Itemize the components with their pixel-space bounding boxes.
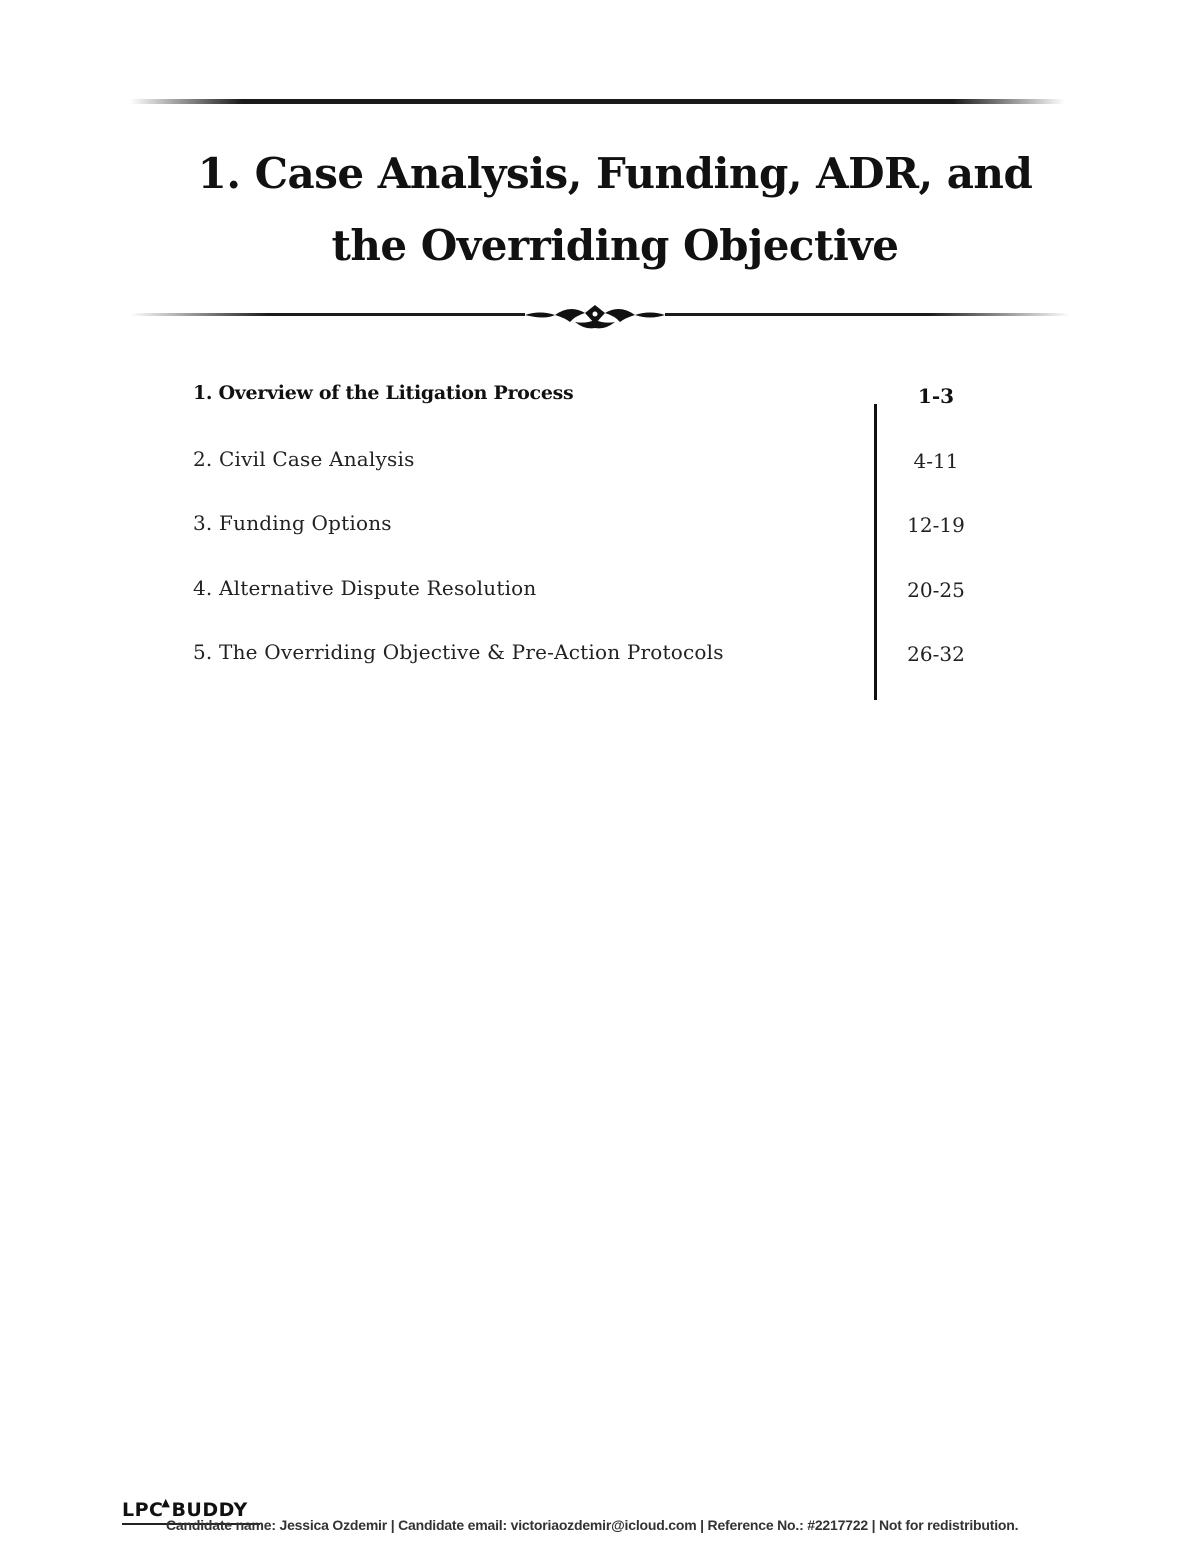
toc-page-civil-case-analysis: 4-11 bbox=[913, 449, 959, 473]
toc-item-overview[interactable]: 1. Overview of the Litigation Process bbox=[193, 382, 574, 404]
toc-item-funding-options[interactable]: 3. Funding Options bbox=[193, 511, 392, 535]
logo-text-left: LPC bbox=[122, 1499, 164, 1521]
graduation-cap-icon: ▲ bbox=[161, 1496, 171, 1509]
toc-page-adr: 20-25 bbox=[907, 578, 965, 602]
toc-item-civil-case-analysis[interactable]: 2. Civil Case Analysis bbox=[193, 447, 415, 471]
candidate-watermark: Candidate name: Jessica Ozdemir | Candidate email: victoriaozdemir@icloud.com | Reference No.: #2217722 | Not for redistribution. bbox=[166, 1517, 1019, 1533]
toc-page-overview: 1-3 bbox=[917, 384, 955, 408]
chapter-title-line-1: 1. Case Analysis, Funding, ADR, and bbox=[197, 149, 1033, 198]
toc-page-overriding-objective: 26-32 bbox=[907, 642, 965, 666]
toc-page-funding-options: 12-19 bbox=[907, 513, 965, 537]
page-footer bbox=[120, 1495, 1100, 1545]
chapter-title-line-2: the Overriding Objective bbox=[331, 221, 899, 270]
toc-item-overriding-objective[interactable]: 5. The Overriding Objective & Pre-Action Protocols bbox=[193, 640, 724, 664]
table-of-contents bbox=[0, 0, 1200, 720]
toc-vertical-divider bbox=[874, 404, 877, 700]
toc-item-adr[interactable]: 4. Alternative Dispute Resolution bbox=[193, 576, 537, 600]
logo-text-right: BUDDY bbox=[171, 1499, 248, 1521]
